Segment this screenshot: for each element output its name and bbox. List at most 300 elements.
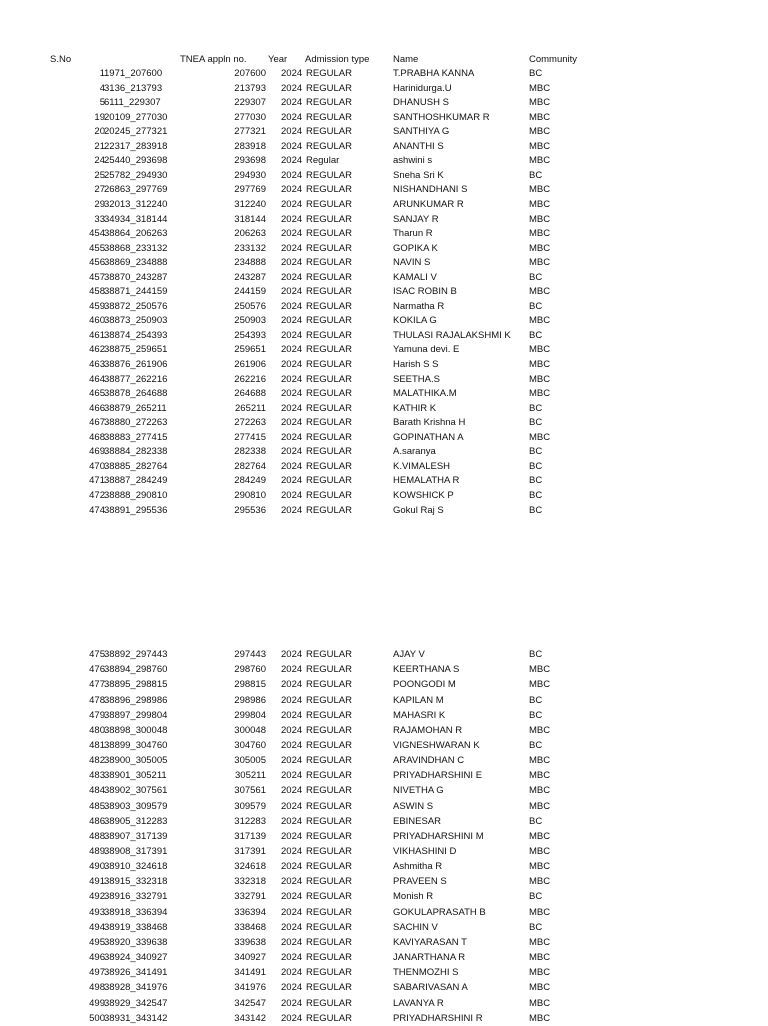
table-row (0, 473, 768, 488)
cell-sno: 33 (94, 213, 105, 225)
cell-admission-type: REGULAR (306, 739, 352, 751)
cell-sno: 488 (89, 830, 105, 842)
cell-year: 2024 (281, 1012, 303, 1024)
table-row (0, 723, 768, 738)
cell-code: 25440_293698 (104, 155, 168, 167)
cell-community: BC (529, 891, 543, 903)
cell-name: A.saranya (393, 446, 436, 458)
cell-sno: 21 (94, 140, 105, 152)
cell-community: MBC (529, 664, 551, 676)
cell-year: 2024 (281, 257, 303, 269)
cell-sno: 466 (89, 402, 105, 414)
cell-name: NISHANDHANI S (393, 184, 468, 196)
cell-year: 2024 (281, 402, 303, 414)
cell-community: BC (529, 490, 543, 501)
cell-sno: 454 (89, 228, 105, 240)
cell-appln-no: 283918 (234, 140, 266, 152)
cell-community: BC (529, 475, 543, 487)
cell-admission-type: REGULAR (306, 242, 352, 254)
cell-name: MAHASRI K (393, 709, 446, 721)
cell-code: 38905_312283 (104, 815, 168, 827)
cell-admission-type: REGULAR (306, 286, 352, 298)
table-row (0, 996, 768, 1011)
cell-admission-type: REGULAR (306, 271, 352, 283)
table-row (0, 226, 768, 241)
cell-admission-type: REGULAR (306, 891, 352, 903)
cell-community: MBC (529, 199, 551, 210)
cell-community: MBC (529, 242, 551, 254)
table-row (0, 430, 768, 445)
cell-code: 38864_206263 (104, 228, 168, 240)
cell-appln-no: 305211 (235, 770, 266, 782)
cell-appln-no: 317391 (234, 846, 266, 857)
cell-code: 38894_298760 (104, 664, 168, 676)
cell-year: 2024 (281, 68, 303, 79)
cell-year: 2024 (281, 126, 303, 138)
table-row (0, 677, 768, 692)
cell-sno: 456 (89, 257, 105, 269)
table-row (0, 342, 768, 357)
cell-code: 6111_229307 (104, 97, 161, 109)
table-row (0, 950, 768, 965)
table-row (0, 241, 768, 256)
table-row (0, 212, 768, 227)
cell-community: BC (529, 271, 543, 283)
cell-code: 1971_207600 (104, 68, 163, 79)
cell-appln-no: 282338 (234, 446, 266, 458)
table-row (0, 124, 768, 139)
cell-code: 38928_341976 (104, 982, 168, 994)
cell-community: MBC (529, 97, 551, 109)
cell-code: 38918_336394 (104, 906, 168, 918)
cell-admission-type: REGULAR (306, 997, 352, 1009)
cell-year: 2024 (281, 300, 303, 312)
cell-code: 38902_307561 (104, 785, 168, 797)
cell-year: 2024 (281, 460, 303, 472)
cell-sno: 476 (89, 664, 105, 676)
table-row (0, 299, 768, 314)
cell-community: BC (529, 300, 543, 312)
cell-sno: 498 (89, 982, 105, 994)
cell-admission-type: REGULAR (306, 490, 352, 501)
cell-sno: 458 (89, 286, 105, 298)
cell-name: ISAC ROBIN B (393, 286, 457, 298)
table-row (0, 444, 768, 459)
cell-sno: 477 (89, 679, 105, 691)
cell-community: MBC (529, 861, 551, 873)
table-row (0, 965, 768, 980)
cell-year: 2024 (281, 155, 303, 167)
cell-name: PRIYADHARSHINI R (393, 1012, 483, 1024)
cell-community: MBC (529, 846, 551, 857)
cell-year: 2024 (281, 359, 303, 370)
cell-sno: 482 (89, 755, 105, 766)
cell-community: MBC (529, 213, 551, 225)
cell-year: 2024 (281, 140, 303, 152)
cell-admission-type: REGULAR (306, 1012, 352, 1024)
cell-sno: 457 (89, 271, 105, 283)
cell-community: BC (529, 709, 543, 721)
table-row (0, 415, 768, 430)
cell-sno: 467 (89, 417, 105, 429)
cell-year: 2024 (281, 876, 303, 888)
cell-name: PRAVEEN S (393, 876, 447, 888)
cell-code: 38874_254393 (104, 329, 168, 341)
cell-appln-no: 312240 (234, 199, 266, 210)
cell-admission-type: REGULAR (306, 830, 352, 842)
cell-code: 38908_317391 (104, 846, 168, 857)
cell-name: GOPINATHAN A (393, 431, 464, 443)
cell-admission-type: REGULAR (306, 68, 352, 79)
cell-name: Yamuna devi. E (393, 344, 460, 356)
cell-community: MBC (529, 373, 551, 385)
table-row (0, 153, 768, 168)
cell-name: SANTHOSHKUMAR R (393, 111, 490, 123)
cell-admission-type: REGULAR (306, 169, 352, 181)
cell-name: THULASI RAJALAKSHMI K (393, 329, 511, 341)
cell-community: MBC (529, 1012, 551, 1024)
table-row (0, 708, 768, 723)
cell-admission-type: REGULAR (306, 359, 352, 370)
table-row (0, 980, 768, 995)
cell-sno: 462 (89, 344, 105, 356)
cell-admission-type: REGULAR (306, 800, 352, 812)
cell-year: 2024 (281, 184, 303, 196)
cell-name: ANANTHI S (393, 140, 444, 152)
table-row (0, 905, 768, 920)
cell-name: KEERTHANA S (393, 664, 460, 676)
cell-appln-no: 343142 (234, 1012, 266, 1024)
cell-code: 20109_277030 (104, 111, 168, 123)
cell-appln-no: 305005 (234, 755, 266, 766)
cell-name: NIVETHA G (393, 785, 444, 797)
cell-year: 2024 (281, 271, 303, 283)
cell-code: 38915_332318 (104, 876, 168, 888)
cell-name: T.PRABHA KANNA (393, 68, 475, 79)
cell-admission-type: REGULAR (306, 140, 352, 152)
cell-community: BC (529, 504, 543, 516)
cell-appln-no: 206263 (234, 228, 266, 240)
cell-sno: 465 (89, 388, 105, 400)
cell-sno: 494 (89, 921, 105, 933)
cell-sno: 468 (89, 431, 105, 443)
cell-year: 2024 (281, 739, 303, 751)
cell-code: 38892_297443 (104, 649, 168, 660)
cell-appln-no: 233132 (234, 242, 266, 254)
cell-community: BC (529, 815, 543, 827)
cell-community: BC (529, 739, 543, 751)
cell-name: Barath Krishna H (393, 417, 466, 429)
cell-year: 2024 (281, 770, 303, 782)
cell-name: SABARIVASAN A (393, 982, 468, 994)
cell-name: HEMALATHA R (393, 475, 460, 487)
table-row (0, 328, 768, 343)
cell-admission-type: REGULAR (306, 257, 352, 269)
cell-name: MALATHIKA.M (393, 388, 457, 400)
cell-code: 34934_318144 (104, 213, 168, 225)
cell-appln-no: 341491 (234, 967, 266, 979)
cell-year: 2024 (281, 475, 303, 487)
cell-appln-no: 298760 (234, 664, 266, 676)
cell-admission-type: REGULAR (306, 649, 352, 660)
cell-appln-no: 298986 (234, 694, 266, 706)
cell-sno: 492 (89, 891, 105, 903)
cell-code: 38896_298986 (104, 694, 168, 706)
cell-community: BC (529, 169, 543, 181)
table-row (0, 935, 768, 950)
cell-sno: 464 (89, 373, 105, 385)
cell-community: MBC (529, 111, 551, 123)
cell-year: 2024 (281, 82, 303, 94)
cell-appln-no: 250903 (234, 315, 266, 327)
cell-year: 2024 (281, 936, 303, 948)
cell-admission-type: REGULAR (306, 431, 352, 443)
cell-admission-type: Regular (306, 155, 340, 167)
table-row (0, 1011, 768, 1026)
cell-community: BC (529, 329, 543, 341)
cell-community: MBC (529, 388, 551, 400)
cell-name: SANTHIYA G (393, 126, 450, 138)
cell-year: 2024 (281, 388, 303, 400)
cell-code: 20245_277321 (104, 126, 168, 138)
table-row (0, 255, 768, 270)
cell-community: BC (529, 402, 543, 414)
cell-admission-type: REGULAR (306, 126, 352, 138)
cell-admission-type: REGULAR (306, 664, 352, 676)
cell-appln-no: 243287 (234, 271, 266, 283)
cell-code: 38885_282764 (104, 460, 168, 472)
cell-code: 38871_244159 (104, 286, 168, 298)
header-row (0, 52, 768, 67)
table-row (0, 693, 768, 708)
cell-name: PRIYADHARSHINI M (393, 830, 484, 842)
table-row (0, 386, 768, 401)
cell-admission-type: REGULAR (306, 906, 352, 918)
cell-admission-type: REGULAR (306, 82, 352, 94)
cell-appln-no: 317139 (234, 830, 266, 842)
cell-sno: 24 (94, 155, 105, 167)
cell-year: 2024 (281, 830, 303, 842)
cell-code: 38869_234888 (104, 257, 168, 269)
cell-sno: 29 (94, 199, 105, 210)
cell-appln-no: 277415 (234, 431, 266, 443)
cell-code: 38900_305005 (104, 755, 168, 766)
cell-name: VIGNESHWARAN K (393, 739, 480, 751)
cell-appln-no: 339638 (234, 936, 266, 948)
cell-name: KOKILA G (393, 315, 437, 327)
table-row (0, 139, 768, 154)
cell-sno: 469 (89, 446, 105, 458)
table-row (0, 66, 768, 81)
cell-sno: 470 (89, 460, 105, 472)
cell-appln-no: 234888 (234, 257, 266, 269)
cell-admission-type: REGULAR (306, 861, 352, 873)
cell-year: 2024 (281, 286, 303, 298)
table-row (0, 829, 768, 844)
cell-code: 38897_299804 (104, 709, 168, 721)
cell-community: MBC (529, 785, 551, 797)
cell-admission-type: REGULAR (306, 446, 352, 458)
table-row (0, 459, 768, 474)
cell-appln-no: 250576 (234, 300, 266, 312)
cell-year: 2024 (281, 709, 303, 721)
cell-year: 2024 (281, 679, 303, 691)
cell-code: 38883_277415 (104, 431, 168, 443)
cell-community: MBC (529, 755, 551, 766)
cell-sno: 490 (89, 861, 105, 873)
cell-admission-type: REGULAR (306, 344, 352, 356)
cell-community: BC (529, 417, 543, 429)
cell-sno: 485 (89, 800, 105, 812)
cell-sno: 497 (89, 967, 105, 979)
cell-code: 38926_341491 (104, 967, 168, 979)
cell-year: 2024 (281, 664, 303, 676)
cell-sno: 463 (89, 359, 105, 370)
cell-year: 2024 (281, 952, 303, 963)
cell-name: THENMOZHI S (393, 967, 459, 979)
cell-code: 38924_340927 (104, 952, 168, 963)
cell-code: 38931_343142 (104, 1012, 168, 1024)
cell-name: SANJAY R (393, 213, 439, 225)
cell-admission-type: REGULAR (306, 213, 352, 225)
cell-code: 3136_213793 (104, 82, 163, 94)
cell-appln-no: 324618 (234, 861, 266, 873)
table-row (0, 662, 768, 677)
cell-admission-type: REGULAR (306, 97, 352, 109)
cell-community: BC (529, 694, 543, 706)
header-admission-type: Admission type (305, 54, 370, 65)
cell-appln-no: 293698 (234, 155, 266, 167)
cell-name: ashwini s (393, 155, 433, 167)
cell-community: BC (529, 460, 543, 472)
cell-code: 38910_324618 (104, 861, 168, 873)
cell-appln-no: 297769 (234, 184, 266, 196)
cell-admission-type: REGULAR (306, 846, 352, 857)
cell-community: MBC (529, 140, 551, 152)
cell-appln-no: 244159 (234, 286, 266, 298)
cell-year: 2024 (281, 861, 303, 873)
cell-appln-no: 307561 (234, 785, 266, 797)
cell-community: MBC (529, 679, 551, 691)
cell-name: PRIYADHARSHINI E (393, 770, 483, 782)
cell-admission-type: REGULAR (306, 460, 352, 472)
cell-name: ASWIN S (393, 800, 434, 812)
cell-appln-no: 312283 (234, 815, 266, 827)
cell-admission-type: REGULAR (306, 402, 352, 414)
header-community: Community (529, 54, 578, 65)
cell-appln-no: 259651 (234, 344, 266, 356)
cell-appln-no: 229307 (234, 97, 266, 109)
cell-admission-type: REGULAR (306, 982, 352, 994)
cell-sno: 459 (89, 300, 105, 312)
cell-community: MBC (529, 184, 551, 196)
cell-sno: 475 (89, 649, 105, 660)
cell-code: 38919_338468 (104, 921, 168, 933)
cell-admission-type: REGULAR (306, 315, 352, 327)
cell-sno: 499 (89, 997, 105, 1009)
cell-year: 2024 (281, 446, 303, 458)
cell-name: SEETHA.S (393, 373, 440, 385)
table-row (0, 372, 768, 387)
table-row (0, 270, 768, 285)
cell-code: 38898_300048 (104, 724, 168, 736)
cell-appln-no: 262216 (234, 373, 266, 385)
cell-name: Ashmitha R (393, 861, 443, 873)
cell-year: 2024 (281, 649, 303, 660)
cell-year: 2024 (281, 997, 303, 1009)
cell-name: DHANUSH S (393, 97, 449, 109)
cell-year: 2024 (281, 344, 303, 356)
table-row (0, 110, 768, 125)
cell-community: MBC (529, 724, 551, 736)
cell-community: MBC (529, 257, 551, 269)
cell-year: 2024 (281, 815, 303, 827)
table-row (0, 488, 768, 503)
cell-community: MBC (529, 359, 551, 370)
cell-sno: 483 (89, 770, 105, 782)
table-row (0, 844, 768, 859)
cell-appln-no: 309579 (234, 800, 266, 812)
cell-community: MBC (529, 155, 551, 167)
cell-sno: 474 (89, 504, 105, 516)
cell-name: NAVIN S (393, 257, 431, 269)
cell-year: 2024 (281, 315, 303, 327)
cell-admission-type: REGULAR (306, 876, 352, 888)
cell-community: MBC (529, 830, 551, 842)
cell-code: 38884_282338 (104, 446, 168, 458)
cell-year: 2024 (281, 373, 303, 385)
cell-year: 2024 (281, 906, 303, 918)
cell-community: MBC (529, 967, 551, 979)
cell-year: 2024 (281, 967, 303, 979)
cell-code: 38891_295536 (104, 504, 168, 516)
cell-sno: 480 (89, 724, 105, 736)
cell-admission-type: REGULAR (306, 417, 352, 429)
cell-name: KOWSHICK P (393, 490, 454, 501)
cell-name: LAVANYA R (393, 997, 444, 1009)
cell-name: Narmatha R (393, 300, 445, 312)
cell-appln-no: 341976 (234, 982, 266, 994)
table-row (0, 647, 768, 662)
header-name: Name (393, 54, 419, 65)
cell-appln-no: 300048 (234, 724, 266, 736)
cell-admission-type: REGULAR (306, 724, 352, 736)
cell-year: 2024 (281, 169, 303, 181)
cell-sno: 495 (89, 936, 105, 948)
cell-admission-type: REGULAR (306, 679, 352, 691)
cell-name: GOKULAPRASATH B (393, 906, 486, 918)
cell-admission-type: REGULAR (306, 770, 352, 782)
header-sno: S.No (50, 54, 72, 65)
cell-year: 2024 (281, 785, 303, 797)
cell-code: 38916_332791 (104, 891, 168, 903)
cell-code: 38887_284249 (104, 475, 168, 487)
table-row (0, 357, 768, 372)
cell-appln-no: 265211 (235, 402, 266, 414)
cell-name: RAJAMOHAN R (393, 724, 463, 736)
cell-appln-no: 294930 (234, 169, 266, 181)
cell-sno: 4 (99, 82, 105, 94)
cell-sno: 27 (94, 184, 105, 196)
cell-code: 38899_304760 (104, 739, 168, 751)
cell-name: GOPIKA K (393, 242, 438, 254)
cell-community: MBC (529, 82, 551, 94)
cell-sno: 19 (94, 111, 105, 123)
cell-community: MBC (529, 952, 551, 963)
table-row (0, 313, 768, 328)
cell-name: EBINESAR (393, 815, 442, 827)
cell-sno: 471 (89, 475, 105, 487)
